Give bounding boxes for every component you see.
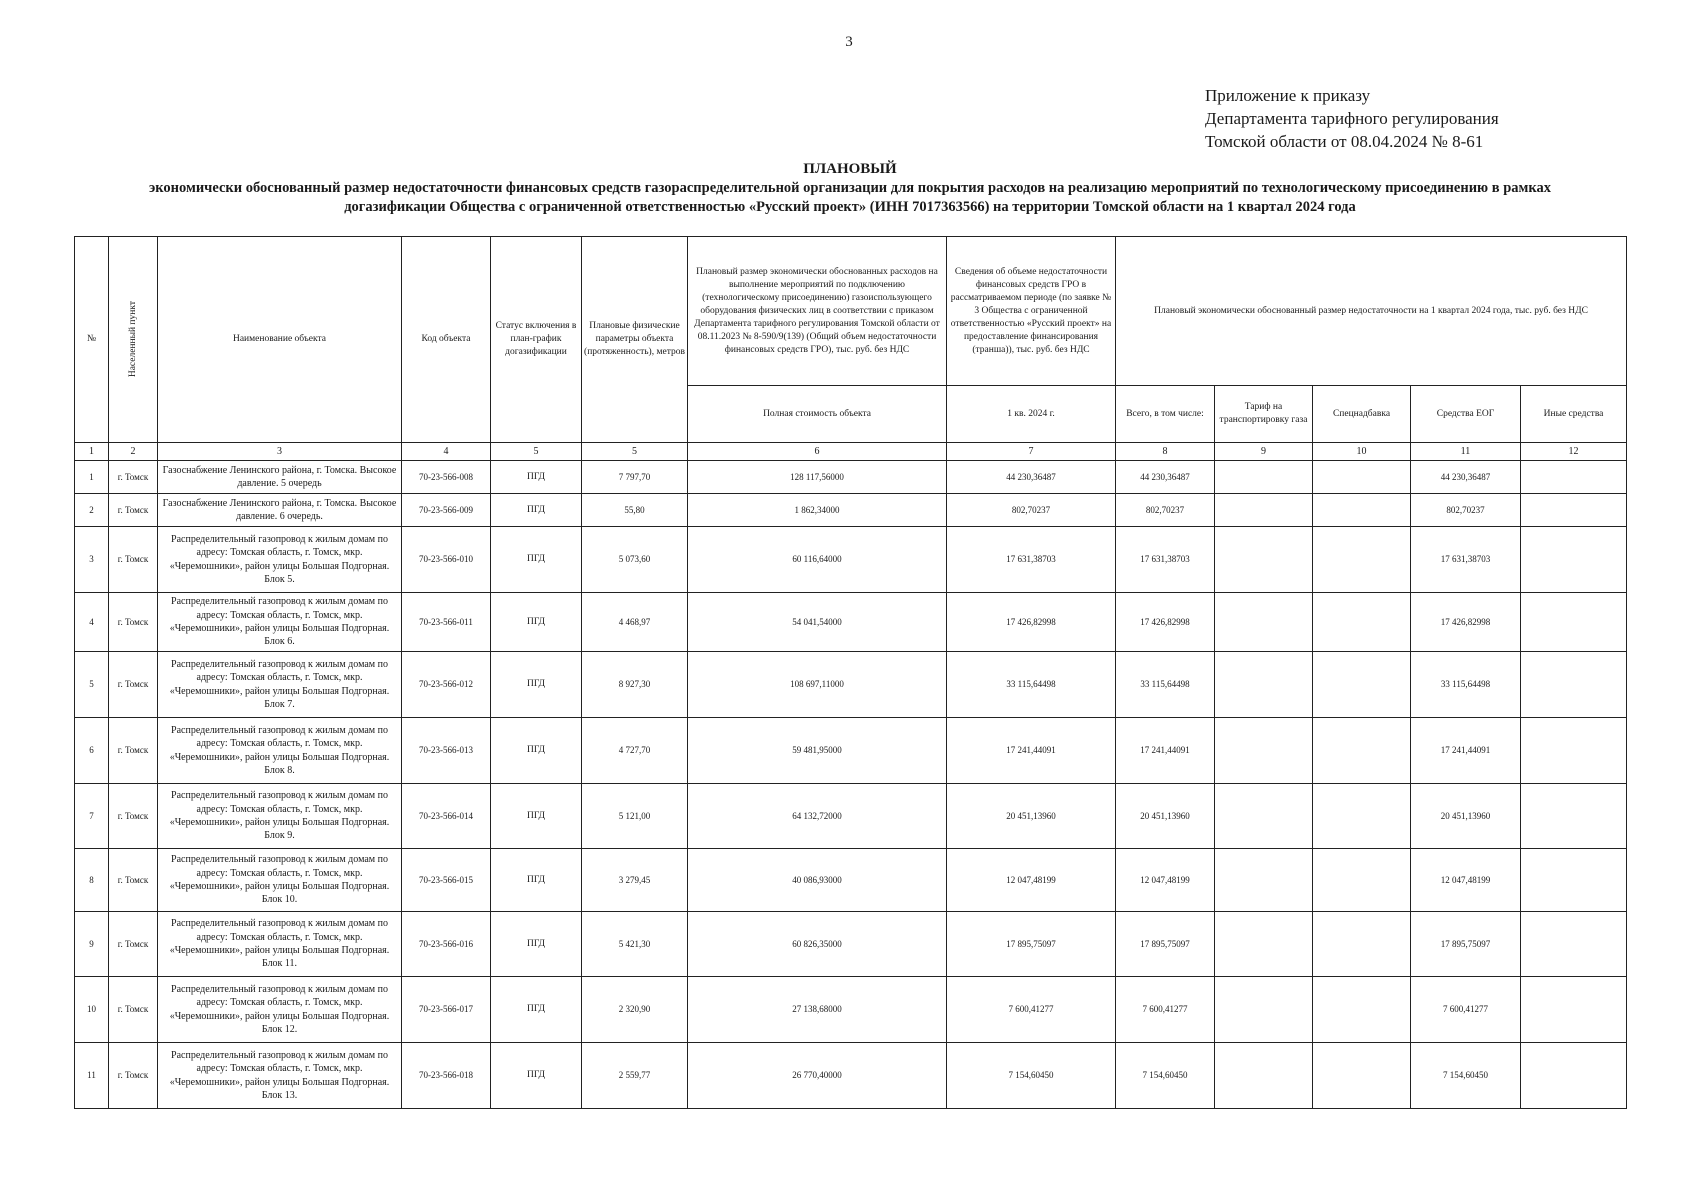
row-total-cell: 17 241,44091 [1116,718,1215,784]
row-num-cell: 10 [75,977,109,1043]
row-locality-cell: г. Томск [109,593,158,652]
row-num-cell: 5 [75,652,109,718]
row-total-cell: 7 154,60450 [1116,1043,1215,1109]
row-full-cost-cell: 1 862,34000 [688,494,947,527]
row-total-cell: 17 426,82998 [1116,593,1215,652]
row-num-cell: 11 [75,1043,109,1109]
row-name-cell: Распределительный газопровод к жилым домам по адресу: Томская область, г. Томск, мкр. «Черемошники», район улицы Большая Подгорная. Блок 5. [158,527,402,593]
row-status-cell: ПГД [491,652,582,718]
row-eog-cell: 17 895,75097 [1411,912,1521,977]
row-code-cell: 70-23-566-017 [402,977,491,1043]
row-status-cell: ПГД [491,494,582,527]
row-special-cell [1313,1043,1411,1109]
col-number: 11 [1411,443,1521,461]
row-status-cell: ПГД [491,977,582,1043]
row-tariff-cell [1215,849,1313,912]
row-name-cell: Распределительный газопровод к жилым домам по адресу: Томская область, г. Томск, мкр. «Черемошники», район улицы Большая Подгорная. Блок 11. [158,912,402,977]
row-tariff-cell [1215,461,1313,494]
col-number: 5 [582,443,688,461]
row-eog-cell: 7 600,41277 [1411,977,1521,1043]
appendix-line-3: Томской области от 08.04.2024 № 8-61 [1205,132,1484,151]
row-other-cell [1521,593,1627,652]
row-code-cell: 70-23-566-012 [402,652,491,718]
header-locality-text: Населенный пункт [127,301,138,378]
col-number: 8 [1116,443,1215,461]
row-total-cell: 802,70237 [1116,494,1215,527]
row-eog-cell: 20 451,13960 [1411,784,1521,849]
row-full-cost-cell: 54 041,54000 [688,593,947,652]
row-status-cell: ПГД [491,593,582,652]
row-status-cell: ПГД [491,527,582,593]
row-q1-cell: 17 426,82998 [947,593,1116,652]
row-name-cell: Распределительный газопровод к жилым домам по адресу: Томская область, г. Томск, мкр. «Черемошники», район улицы Большая Подгорная. Блок 13. [158,1043,402,1109]
row-other-cell [1521,652,1627,718]
row-length-cell: 7 797,70 [582,461,688,494]
row-status-cell: ПГД [491,718,582,784]
row-full-cost-cell: 60 826,35000 [688,912,947,977]
row-other-cell [1521,849,1627,912]
row-num-cell: 6 [75,718,109,784]
col-number: 5 [491,443,582,461]
row-special-cell [1313,977,1411,1043]
row-length-cell: 2 320,90 [582,977,688,1043]
row-special-cell [1313,849,1411,912]
row-code-cell: 70-23-566-014 [402,784,491,849]
row-other-cell [1521,1043,1627,1109]
table-row [75,912,1627,977]
row-name-cell: Распределительный газопровод к жилым домам по адресу: Томская область, г. Томск, мкр. «Черемошники», район улицы Большая Подгорная. Блок 6. [158,593,402,652]
row-eog-cell: 33 115,64498 [1411,652,1521,718]
row-name-cell: Распределительный газопровод к жилым домам по адресу: Томская область, г. Томск, мкр. «Черемошники», район улицы Большая Подгорная. Блок 12. [158,977,402,1043]
col-number: 7 [947,443,1116,461]
header-params: Плановые физические параметры объекта (протяженность), метров [582,237,688,443]
header-plan-q1: Плановый экономически обоснованный размер недостаточности на 1 квартал 2024 года, тыс. руб. без НДС [1116,237,1627,386]
header-locality [109,237,158,443]
row-full-cost-cell: 108 697,11000 [688,652,947,718]
document-title [70,160,1630,217]
row-tariff-cell [1215,652,1313,718]
table-row [75,784,1627,849]
header-other: Иные средства [1521,386,1627,443]
header-name: Наименование объекта [158,237,402,443]
row-code-cell: 70-23-566-016 [402,912,491,977]
row-num-cell: 1 [75,461,109,494]
row-tariff-cell [1215,912,1313,977]
row-tariff-cell [1215,593,1313,652]
header-code: Код объекта [402,237,491,443]
row-locality-cell: г. Томск [109,912,158,977]
row-q1-cell: 17 895,75097 [947,912,1116,977]
row-full-cost-cell: 27 138,68000 [688,977,947,1043]
row-eog-cell: 17 631,38703 [1411,527,1521,593]
table-row [75,718,1627,784]
row-eog-cell: 7 154,60450 [1411,1043,1521,1109]
appendix-line-1: Приложение к приказу [1205,86,1371,105]
row-total-cell: 33 115,64498 [1116,652,1215,718]
row-other-cell [1521,718,1627,784]
row-num-cell: 3 [75,527,109,593]
col-number: 3 [158,443,402,461]
row-name-cell: Распределительный газопровод к жилым домам по адресу: Томская область, г. Томск, мкр. «Черемошники», район улицы Большая Подгорная. Блок 10. [158,849,402,912]
row-full-cost-cell: 59 481,95000 [688,718,947,784]
row-name-cell: Распределительный газопровод к жилым домам по адресу: Томская область, г. Томск, мкр. «Черемошники», район улицы Большая Подгорная. Блок 9. [158,784,402,849]
row-q1-cell: 17 241,44091 [947,718,1116,784]
row-total-cell: 7 600,41277 [1116,977,1215,1043]
row-num-cell: 8 [75,849,109,912]
table-row [75,527,1627,593]
col-number: 2 [109,443,158,461]
row-code-cell: 70-23-566-015 [402,849,491,912]
page-number: 3 [845,34,853,50]
row-length-cell: 2 559,77 [582,1043,688,1109]
row-num-cell: 9 [75,912,109,977]
row-full-cost-cell: 60 116,64000 [688,527,947,593]
row-length-cell: 5 073,60 [582,527,688,593]
row-q1-cell: 802,70237 [947,494,1116,527]
row-q1-cell: 20 451,13960 [947,784,1116,849]
row-locality-cell: г. Томск [109,494,158,527]
col-number: 6 [688,443,947,461]
row-other-cell [1521,461,1627,494]
table-row [75,652,1627,718]
row-total-cell: 12 047,48199 [1116,849,1215,912]
row-locality-cell: г. Томск [109,652,158,718]
row-locality-cell: г. Томск [109,527,158,593]
row-q1-cell: 17 631,38703 [947,527,1116,593]
row-status-cell: ПГД [491,912,582,977]
header-status: Статус включения в план-график догазификации [491,237,582,443]
row-tariff-cell [1215,1043,1313,1109]
row-length-cell: 5 121,00 [582,784,688,849]
row-full-cost-cell: 40 086,93000 [688,849,947,912]
appendix-note [1205,84,1499,153]
table-row [75,461,1627,494]
row-num-cell: 7 [75,784,109,849]
row-length-cell: 4 468,97 [582,593,688,652]
row-name-cell: Газоснабжение Ленинского района, г. Томска. Высокое давление. 6 очередь. [158,494,402,527]
row-total-cell: 17 895,75097 [1116,912,1215,977]
table-row [75,1043,1627,1109]
row-tariff-cell [1215,784,1313,849]
row-q1-cell: 33 115,64498 [947,652,1116,718]
row-total-cell: 17 631,38703 [1116,527,1215,593]
row-other-cell [1521,784,1627,849]
row-special-cell [1313,912,1411,977]
row-special-cell [1313,461,1411,494]
row-length-cell: 8 927,30 [582,652,688,718]
row-locality-cell: г. Томск [109,461,158,494]
column-number-row [75,443,1627,461]
col-number: 12 [1521,443,1627,461]
row-length-cell: 55,80 [582,494,688,527]
row-full-cost-cell: 128 117,56000 [688,461,947,494]
title-line-2: экономически обоснованный размер недостаточности финансовых средств газораспределительной организации для покрытия расходов на реализацию мероприятий по технологическому присоединению в рамках [148,180,1552,196]
row-eog-cell: 17 426,82998 [1411,593,1521,652]
row-full-cost-cell: 64 132,72000 [688,784,947,849]
row-code-cell: 70-23-566-008 [402,461,491,494]
header-total: Всего, в том числе: [1116,386,1215,443]
row-status-cell: ПГД [491,784,582,849]
row-locality-cell: г. Томск [109,784,158,849]
row-locality-cell: г. Томск [109,849,158,912]
row-q1-cell: 44 230,36487 [947,461,1116,494]
row-tariff-cell [1215,718,1313,784]
header-q1-2024: 1 кв. 2024 г. [947,386,1116,443]
row-length-cell: 4 727,70 [582,718,688,784]
row-special-cell [1313,593,1411,652]
row-tariff-cell [1215,494,1313,527]
row-other-cell [1521,494,1627,527]
row-code-cell: 70-23-566-011 [402,593,491,652]
table-row [75,849,1627,912]
col-number: 1 [75,443,109,461]
header-tariff: Тариф на транспортировку газа [1215,386,1313,443]
row-tariff-cell [1215,977,1313,1043]
row-other-cell [1521,977,1627,1043]
row-special-cell [1313,784,1411,849]
row-code-cell: 70-23-566-013 [402,718,491,784]
title-line-1: ПЛАНОВЫЙ [803,161,897,177]
row-special-cell [1313,527,1411,593]
header-planned-cost: Плановый размер экономически обоснованных расходов на выполнение мероприятий по подключению (технологическому присоединению) газоиспользующего оборудования физических лиц в соответствии с приказом Департамента тарифного регулирования Томской области от 08.11.2023 № 8-590/9(139) (Общий объем недостаточности финансовых средств ГРО), тыс. руб. без НДС [688,237,947,386]
row-status-cell: ПГД [491,849,582,912]
table-row [75,977,1627,1043]
row-q1-cell: 7 154,60450 [947,1043,1116,1109]
header-full-cost: Полная стоимость объекта [688,386,947,443]
row-special-cell [1313,494,1411,527]
col-number: 4 [402,443,491,461]
row-locality-cell: г. Томск [109,977,158,1043]
header-num: № [75,237,109,443]
row-code-cell: 70-23-566-009 [402,494,491,527]
row-locality-cell: г. Томск [109,718,158,784]
row-total-cell: 20 451,13960 [1116,784,1215,849]
row-name-cell: Распределительный газопровод к жилым домам по адресу: Томская область, г. Томск, мкр. «Черемошники», район улицы Большая Подгорная. Блок 8. [158,718,402,784]
row-eog-cell: 17 241,44091 [1411,718,1521,784]
row-q1-cell: 12 047,48199 [947,849,1116,912]
row-eog-cell: 12 047,48199 [1411,849,1521,912]
row-name-cell: Газоснабжение Ленинского района, г. Томска. Высокое давление. 5 очередь [158,461,402,494]
row-name-cell: Распределительный газопровод к жилым домам по адресу: Томская область, г. Томск, мкр. «Черемошники», район улицы Большая Подгорная. Блок 7. [158,652,402,718]
row-total-cell: 44 230,36487 [1116,461,1215,494]
col-number: 9 [1215,443,1313,461]
row-tariff-cell [1215,527,1313,593]
table-row [75,593,1627,652]
row-special-cell [1313,652,1411,718]
title-line-3: догазификации Общества с ограниченной ответственностью «Русский проект» (ИНН 7017363566) на территории Томской области на 1 квартал 2024 года [344,199,1356,215]
row-eog-cell: 802,70237 [1411,494,1521,527]
row-status-cell: ПГД [491,1043,582,1109]
appendix-line-2: Департамента тарифного регулирования [1205,109,1499,128]
col-number: 10 [1313,443,1411,461]
row-q1-cell: 7 600,41277 [947,977,1116,1043]
header-gro-info: Сведения об объеме недостаточности финансовых средств ГРО в рассматриваемом периоде (по заявке № 3 Общества с ограниченной ответственностью «Русский проект» на предоставление финансирования (транша)), тыс. руб. без НДС [947,237,1116,386]
row-code-cell: 70-23-566-010 [402,527,491,593]
row-length-cell: 3 279,45 [582,849,688,912]
row-eog-cell: 44 230,36487 [1411,461,1521,494]
row-num-cell: 4 [75,593,109,652]
table-row [75,494,1627,527]
row-status-cell: ПГД [491,461,582,494]
row-special-cell [1313,718,1411,784]
row-other-cell [1521,912,1627,977]
row-code-cell: 70-23-566-018 [402,1043,491,1109]
row-num-cell: 2 [75,494,109,527]
row-other-cell [1521,527,1627,593]
header-special: Спецнадбавка [1313,386,1411,443]
data-table [74,236,1627,1109]
row-locality-cell: г. Томск [109,1043,158,1109]
header-eog: Средства ЕОГ [1411,386,1521,443]
row-length-cell: 5 421,30 [582,912,688,977]
row-full-cost-cell: 26 770,40000 [688,1043,947,1109]
